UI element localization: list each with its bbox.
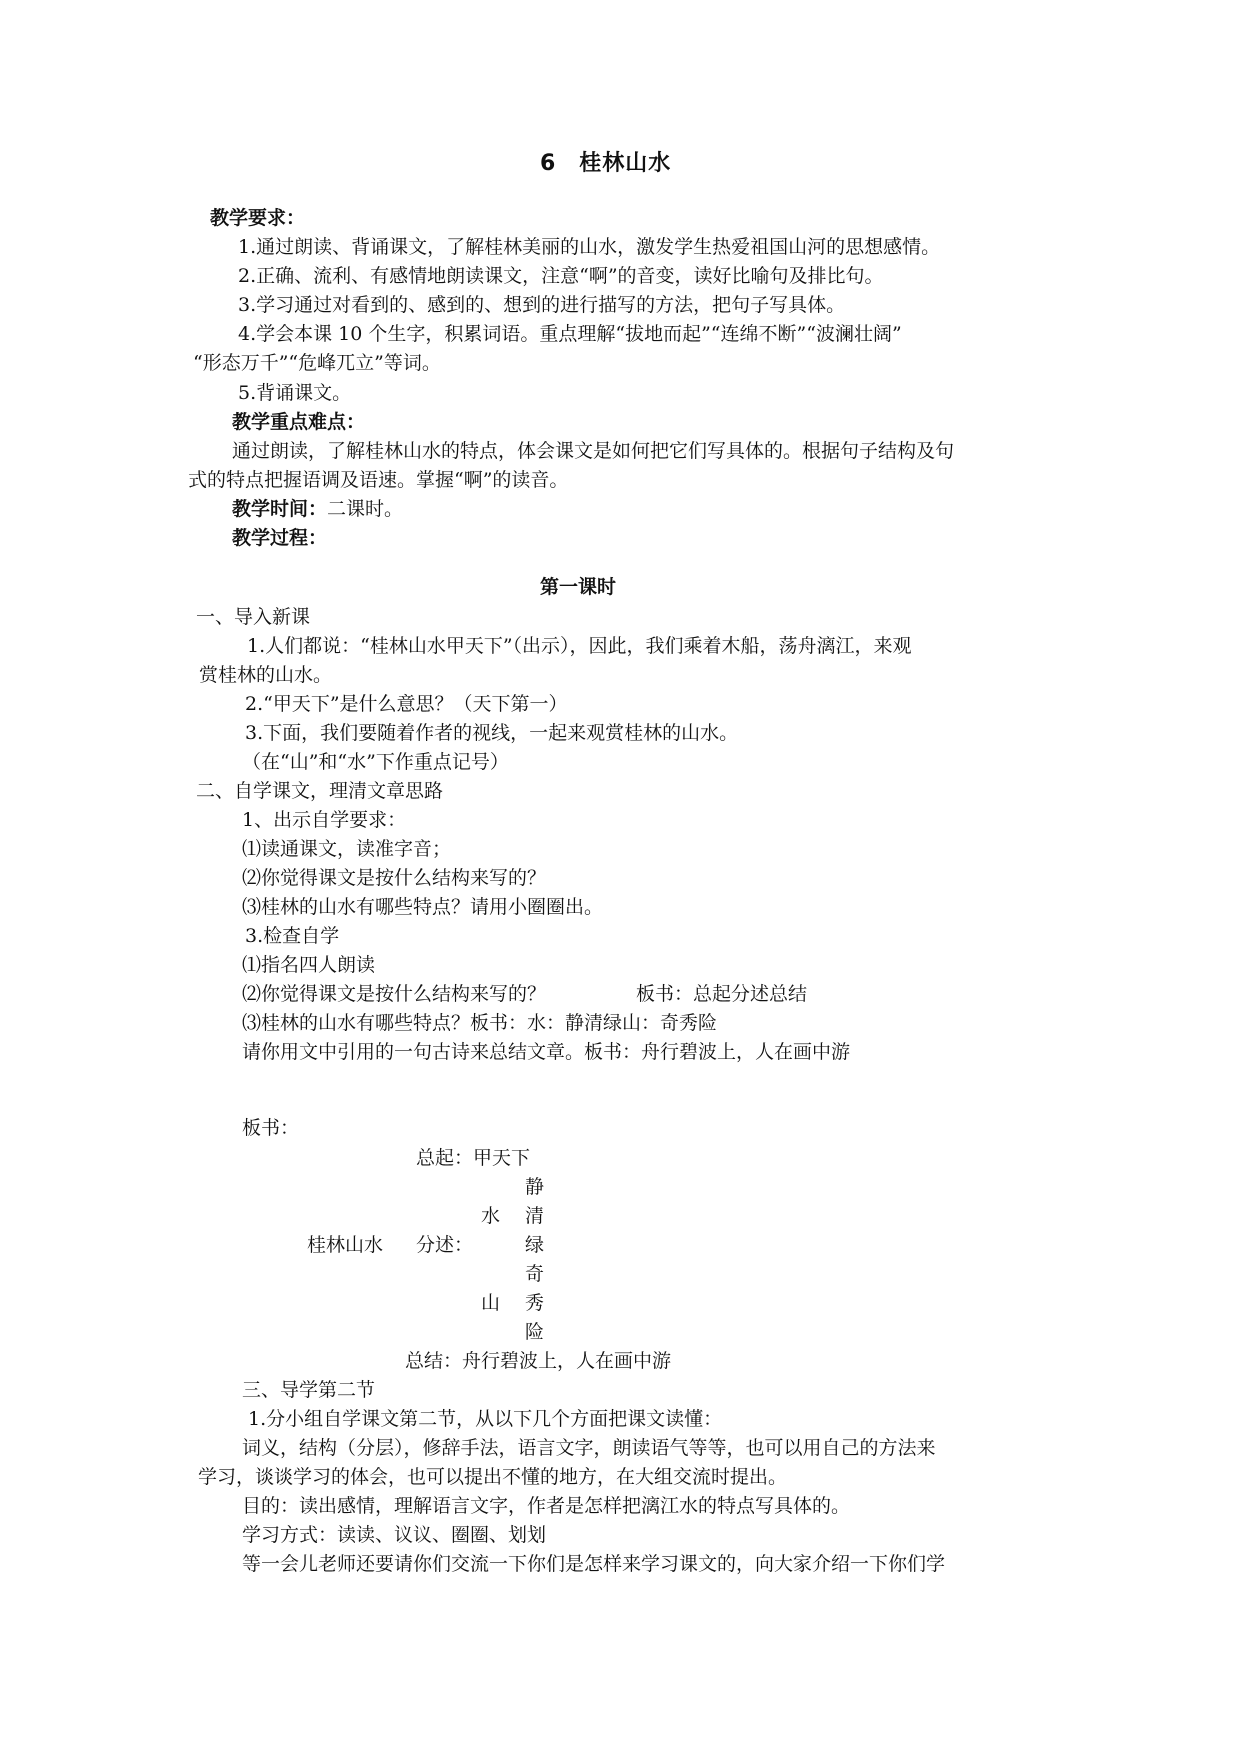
board-xian: 险: [525, 1321, 545, 1343]
section1-line1: 1.人们都说：“桂林山水甲天下”（出示），因此，我们乘着木船，荡舟漓江，来观: [247, 635, 912, 657]
board-fenshu: 分述：: [416, 1234, 474, 1256]
board-xiu: 秀: [525, 1292, 545, 1314]
teaching-time-value: 二课时。: [327, 498, 404, 520]
section1-heading: 一、导入新课: [196, 606, 311, 628]
board-label: 板书：: [242, 1117, 300, 1139]
requirement-4-line1: 4.学会本课 10 个生字，积累词语。重点理解“拔地而起”“连绵不断”“波澜壮阔”: [238, 323, 902, 345]
requirements-heading: 教学要求：: [210, 207, 306, 229]
board-qing: 清: [525, 1205, 545, 1227]
key-points-line2: 式的特点把握语调及语速。掌握“啊”的读音。: [188, 469, 569, 491]
section3-line3: 学习，谈谈学习的体会，也可以提出不懂的地方，在大组交流时提出。: [198, 1466, 788, 1488]
teaching-time: [232, 495, 403, 523]
section3-line4: 目的：读出感情，理解语言文字，作者是怎样把漓江水的特点写具体的。: [242, 1495, 851, 1517]
board-topic: 桂林山水: [307, 1234, 384, 1256]
section2-line7b: 板书：总起分述总结: [636, 983, 808, 1005]
section2-line7a: ⑵你觉得课文是按什么结构来写的？: [242, 983, 547, 1005]
section1-line2: 赏桂林的山水。: [199, 664, 333, 686]
section3-line1: 1.分小组自学课文第二节，从以下几个方面把课文读懂：: [248, 1408, 723, 1430]
teaching-time-heading: 教学时间：: [232, 498, 328, 520]
page-title: 6 桂林山水: [540, 151, 672, 176]
board-jing: 静: [525, 1176, 545, 1198]
requirement-4-line2: “形态万千”“危峰兀立”等词。: [193, 352, 441, 374]
section1-line4: 3.下面，我们要随着作者的视线，一起来观赏桂林的山水。: [245, 722, 739, 744]
board-zongjie: 总结：舟行碧波上，人在画中游: [405, 1350, 672, 1372]
requirement-2: 2.正确、流利、有感情地朗读课文，注意“啊”的音变，读好比喻句及排比句。: [238, 265, 884, 287]
board-shan: 山: [481, 1292, 501, 1314]
section3-line2: 词义，结构（分层），修辞手法，语言文字，朗读语气等等，也可以用自己的方法来: [242, 1437, 936, 1459]
section2-line1: 1、出示自学要求：: [242, 809, 407, 831]
requirement-1: 1.通过朗读、背诵课文，了解桂林美丽的山水，激发学生热爱祖国山河的思想感情。: [238, 236, 941, 258]
section1-line3: 2.“甲天下”是什么意思？（天下第一）: [245, 693, 568, 715]
section2-line9: 请你用文中引用的一句古诗来总结文章。板书：舟行碧波上，人在画中游: [242, 1041, 851, 1063]
section2-line4: ⑶桂林的山水有哪些特点？请用小圈圈出。: [242, 896, 604, 918]
requirement-3: 3.学习通过对看到的、感到的、想到的进行描写的方法，把句子写具体。: [238, 294, 846, 316]
section2-line3: ⑵你觉得课文是按什么结构来写的？: [242, 867, 547, 889]
section3-line5: 学习方式：读读、议议、圈圈、划划: [242, 1524, 547, 1546]
process-heading: 教学过程：: [232, 527, 328, 549]
section3-line6: 等一会儿老师还要请你们交流一下你们是怎样来学习课文的，向大家介绍一下你们学: [242, 1553, 946, 1575]
section1-line5: （在“山”和“水”下作重点记号）: [242, 751, 509, 773]
section2-heading: 二、自学课文，理清文章思路: [196, 780, 444, 802]
section2-line2: ⑴读通课文，读准字音；: [242, 838, 452, 860]
requirement-5: 5.背诵课文。: [238, 382, 352, 404]
board-lv: 绿: [525, 1234, 545, 1256]
board-shui: 水: [481, 1205, 501, 1227]
lesson1-heading: 第一课时: [540, 576, 617, 598]
board-zongqi: 总起：甲天下: [416, 1147, 531, 1169]
board-qi: 奇: [525, 1263, 545, 1285]
key-points-line1: 通过朗读，了解桂林山水的特点，体会课文是如何把它们写具体的。根据句子结构及句: [232, 440, 955, 462]
section3-heading: 三、导学第二节: [242, 1379, 376, 1401]
section2-line8: ⑶桂林的山水有哪些特点？板书：水：静清绿山：奇秀险: [242, 1012, 718, 1034]
key-points-heading: 教学重点难点：: [232, 411, 366, 433]
section2-line6: ⑴指名四人朗读: [242, 954, 376, 976]
section2-line5: 3.检查自学: [245, 925, 340, 947]
